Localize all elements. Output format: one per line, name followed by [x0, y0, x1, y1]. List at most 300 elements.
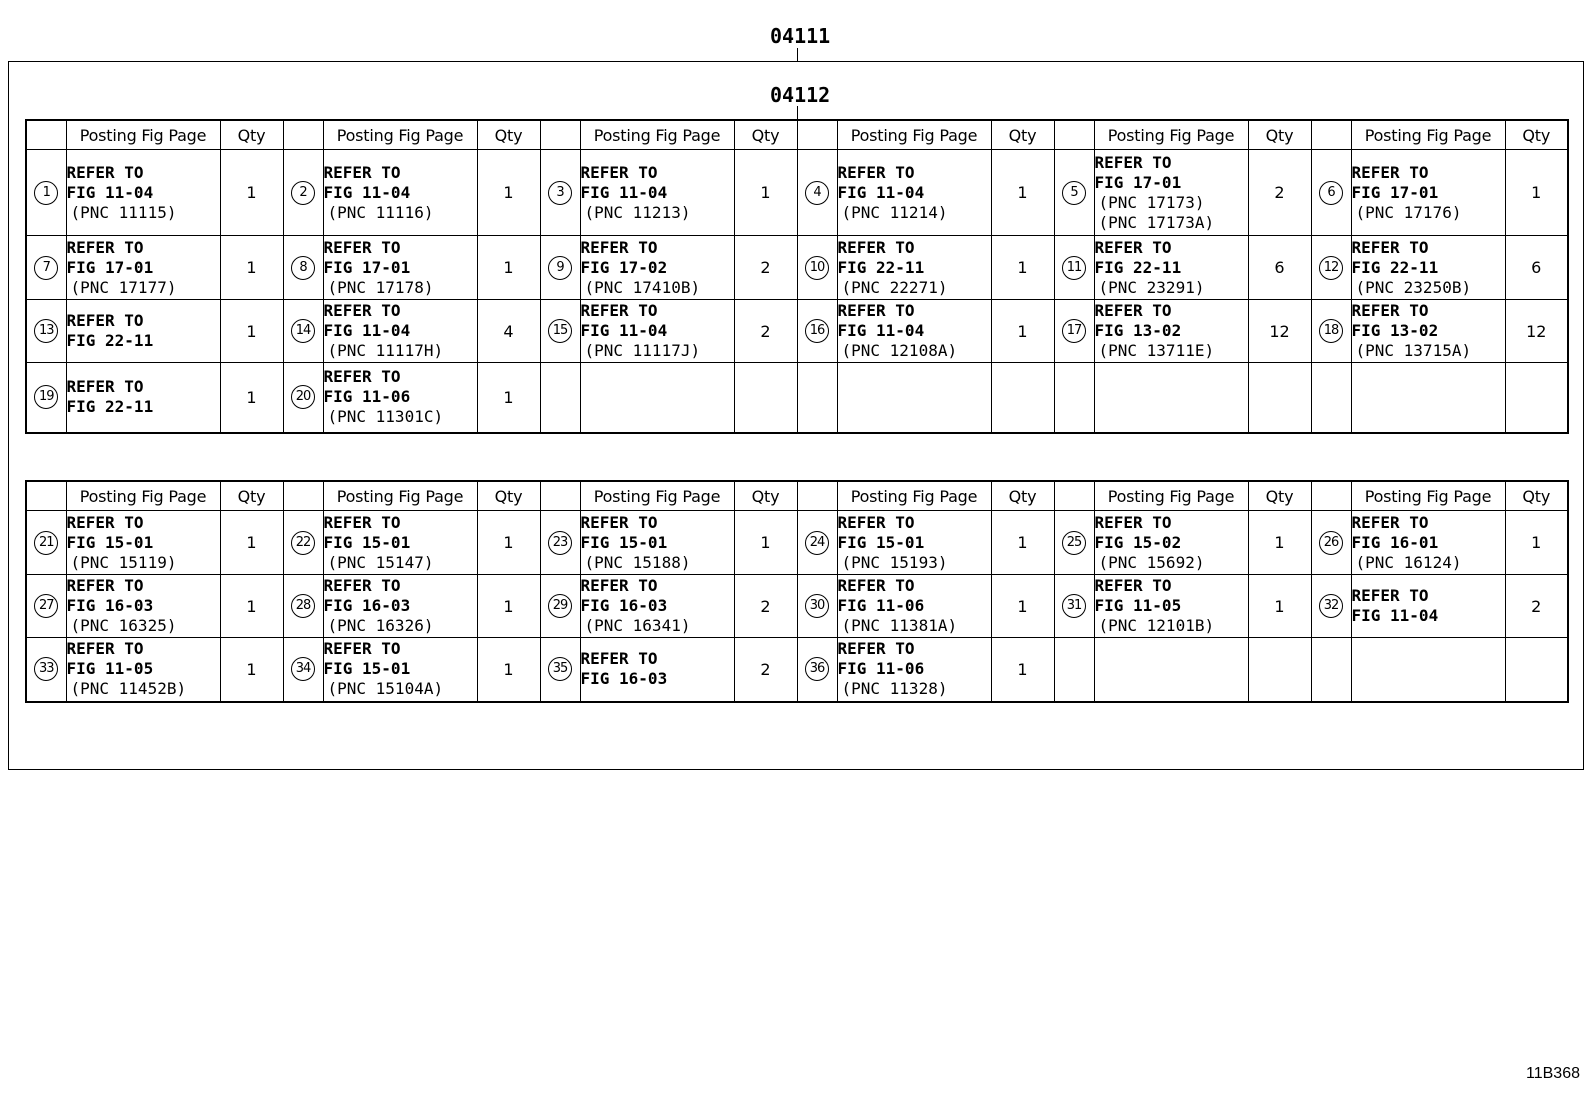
header-posting-fig-page: Posting Fig Page	[66, 481, 220, 511]
fig-reference-text: FIG 11-04	[580, 182, 668, 202]
item-number-cell	[797, 236, 837, 300]
fig-reference-text: FIG 15-01	[580, 532, 668, 552]
fig-reference-text: FIG 11-06	[323, 387, 411, 407]
callout-number: 15	[548, 319, 572, 343]
callout-number: 4	[805, 181, 829, 205]
pnc-text: (PNC 13715A)	[1355, 341, 1472, 360]
reference-cell	[323, 575, 477, 638]
fig-reference-text: FIG 15-01	[66, 532, 154, 552]
item-number-cell	[1054, 575, 1094, 638]
callout-number: 16	[805, 319, 829, 343]
pnc-text: (PNC 13711E)	[1098, 341, 1215, 360]
item-number-cell	[1311, 300, 1351, 363]
pnc-text: (PNC 17176)	[1355, 202, 1462, 222]
item-number-cell	[540, 236, 580, 300]
header-number-cell	[540, 481, 580, 511]
empty-cell	[1248, 638, 1311, 702]
refer-to-text: REFER TO	[66, 237, 144, 257]
reference-cell	[1351, 300, 1505, 363]
refer-to-text: REFER TO	[66, 512, 144, 532]
pnc-text: (PNC 17178)	[327, 277, 434, 297]
header-row	[26, 481, 1568, 511]
refer-to-text: REFER TO	[323, 237, 401, 257]
callout-number: 32	[1319, 594, 1343, 618]
fig-reference-text: FIG 16-01	[1351, 532, 1439, 552]
reference-cell	[1351, 575, 1505, 638]
item-number-cell	[797, 511, 837, 575]
refer-to-text: REFER TO	[1094, 301, 1172, 320]
refer-to-text: REFER TO	[837, 301, 915, 320]
quantity-cell: 1	[477, 638, 540, 702]
refer-to-text: REFER TO	[323, 639, 401, 659]
refer-to-text: REFER TO	[837, 639, 915, 659]
refer-to-text: REFER TO	[1094, 576, 1172, 595]
quantity-cell: 2	[1505, 575, 1568, 638]
item-number-cell	[797, 575, 837, 638]
pnc-text: (PNC 12101B)	[1098, 616, 1215, 635]
empty-cell	[1054, 638, 1094, 702]
fig-reference-text: FIG 11-04	[837, 321, 925, 340]
fig-reference-text: FIG 11-04	[66, 182, 154, 202]
callout-number: 19	[34, 385, 58, 409]
assembly-leader-line	[797, 48, 798, 61]
fig-reference-text: FIG 11-04	[323, 321, 411, 340]
fig-reference-text: FIG 15-02	[1094, 532, 1182, 552]
pnc-text: (PNC 11381A)	[841, 616, 958, 635]
table-row	[26, 575, 1568, 638]
item-number-cell	[283, 575, 323, 638]
pnc-text: (PNC 15119)	[70, 552, 177, 572]
reference-table-1	[25, 119, 1569, 434]
fig-reference-text: FIG 11-04	[323, 182, 411, 202]
empty-cell	[1094, 363, 1248, 433]
item-number-cell	[26, 150, 66, 236]
header-row	[26, 120, 1568, 150]
empty-cell	[540, 363, 580, 433]
pnc-text: (PNC 11214)	[841, 202, 948, 222]
header-posting-fig-page: Posting Fig Page	[1094, 120, 1248, 150]
pnc-text: (PNC 23291)	[1098, 277, 1205, 297]
refer-to-text: REFER TO	[580, 237, 658, 257]
refer-to-text: REFER TO	[66, 639, 144, 659]
fig-reference-text: FIG 15-01	[837, 532, 925, 552]
quantity-cell: 1	[1248, 511, 1311, 575]
reference-cell	[580, 575, 734, 638]
fig-reference-text: FIG 17-01	[323, 257, 411, 277]
header-posting-fig-page: Posting Fig Page	[837, 120, 991, 150]
item-number-cell	[1311, 575, 1351, 638]
fig-reference-text: FIG 17-02	[580, 257, 668, 277]
callout-number: 27	[34, 594, 58, 618]
callout-number: 6	[1319, 181, 1343, 205]
fig-reference-text: FIG 22-11	[66, 397, 154, 417]
callout-number: 29	[548, 594, 572, 618]
empty-cell	[1094, 638, 1248, 702]
quantity-cell: 1	[991, 300, 1054, 363]
empty-cell	[580, 363, 734, 433]
quantity-cell: 1	[220, 300, 283, 363]
empty-cell	[1311, 638, 1351, 702]
callout-number: 22	[291, 531, 315, 555]
item-number-cell	[1054, 150, 1094, 236]
header-qty: Qty	[991, 481, 1054, 511]
callout-number: 10	[805, 256, 829, 280]
header-number-cell	[1311, 120, 1351, 150]
callout-number: 9	[548, 256, 572, 280]
pnc-text: (PNC 15193)	[841, 552, 948, 572]
pnc-text: (PNC 11115)	[70, 202, 177, 222]
pnc-text: (PNC 15188)	[584, 552, 691, 572]
header-posting-fig-page: Posting Fig Page	[1351, 120, 1505, 150]
quantity-cell: 1	[477, 150, 540, 236]
fig-reference-text: FIG 15-01	[323, 532, 411, 552]
header-posting-fig-page: Posting Fig Page	[1094, 481, 1248, 511]
reference-cell	[837, 300, 991, 363]
pnc-text: (PNC 15104A)	[327, 679, 444, 699]
callout-number: 12	[1319, 256, 1343, 280]
item-number-cell	[283, 150, 323, 236]
callout-number: 21	[34, 531, 58, 555]
header-qty: Qty	[734, 481, 797, 511]
callout-number: 26	[1319, 531, 1343, 555]
reference-cell	[1094, 511, 1248, 575]
callout-number: 30	[805, 594, 829, 618]
refer-to-text: REFER TO	[837, 237, 915, 257]
pnc-text: (PNC 11301C)	[327, 407, 444, 427]
item-number-cell	[283, 236, 323, 300]
reference-cell	[1351, 236, 1505, 300]
callout-number: 24	[805, 531, 829, 555]
callout-number: 13	[34, 319, 58, 343]
refer-to-text: REFER TO	[1351, 586, 1429, 605]
header-number-cell	[283, 120, 323, 150]
item-number-cell	[26, 363, 66, 433]
refer-to-text: REFER TO	[1094, 512, 1172, 532]
reference-cell	[1094, 300, 1248, 363]
reference-cell	[580, 236, 734, 300]
refer-to-text: REFER TO	[1351, 237, 1429, 257]
header-number-cell	[1054, 481, 1094, 511]
refer-to-text: REFER TO	[66, 311, 144, 330]
pnc-text: (PNC 11117J)	[584, 341, 701, 360]
item-number-cell	[26, 300, 66, 363]
quantity-cell: 1	[220, 236, 283, 300]
reference-cell	[580, 638, 734, 702]
item-number-cell	[1054, 300, 1094, 363]
reference-cell	[323, 638, 477, 702]
header-posting-fig-page: Posting Fig Page	[323, 120, 477, 150]
item-number-cell	[540, 575, 580, 638]
refer-to-text: REFER TO	[1351, 512, 1429, 532]
reference-table-2	[25, 480, 1569, 703]
refer-to-text: REFER TO	[66, 576, 144, 595]
reference-cell	[66, 511, 220, 575]
quantity-cell: 2	[734, 638, 797, 702]
item-number-cell	[1054, 511, 1094, 575]
callout-number: 36	[805, 657, 829, 681]
quantity-cell: 1	[991, 511, 1054, 575]
refer-to-text: REFER TO	[323, 301, 401, 320]
header-number-cell	[26, 120, 66, 150]
fig-reference-text: FIG 22-11	[66, 331, 154, 350]
fig-reference-text: FIG 11-05	[1094, 596, 1182, 615]
callout-number: 5	[1062, 181, 1086, 205]
header-number-cell	[1311, 481, 1351, 511]
quantity-cell: 1	[991, 575, 1054, 638]
item-number-cell	[26, 575, 66, 638]
quantity-cell: 1	[991, 236, 1054, 300]
reference-cell	[66, 575, 220, 638]
empty-cell	[734, 363, 797, 433]
callout-number: 33	[34, 657, 58, 681]
reference-cell	[66, 363, 220, 433]
header-posting-fig-page: Posting Fig Page	[1351, 481, 1505, 511]
reference-cell	[837, 150, 991, 236]
item-number-cell	[540, 150, 580, 236]
table-row	[26, 236, 1568, 300]
header-number-cell	[283, 481, 323, 511]
reference-cell	[580, 511, 734, 575]
item-number-cell	[1054, 236, 1094, 300]
header-number-cell	[797, 481, 837, 511]
callout-number: 3	[548, 181, 572, 205]
callout-number: 8	[291, 256, 315, 280]
empty-cell	[991, 363, 1054, 433]
fig-reference-text: FIG 22-11	[1351, 257, 1439, 277]
callout-number: 23	[548, 531, 572, 555]
pnc-text: (PNC 16325)	[70, 616, 177, 635]
quantity-cell: 1	[220, 150, 283, 236]
header-posting-fig-page: Posting Fig Page	[66, 120, 220, 150]
header-number-cell	[797, 120, 837, 150]
figure-code: 11B368	[1526, 1065, 1580, 1082]
fig-reference-text: FIG 16-03	[580, 596, 668, 615]
refer-to-text: REFER TO	[580, 162, 658, 182]
callout-number: 25	[1062, 531, 1086, 555]
callout-number: 31	[1062, 594, 1086, 618]
quantity-cell: 1	[991, 150, 1054, 236]
fig-reference-text: FIG 16-03	[66, 596, 154, 615]
refer-to-text: REFER TO	[323, 576, 401, 595]
quantity-cell: 12	[1248, 300, 1311, 363]
item-number-cell	[797, 150, 837, 236]
callout-number: 35	[548, 657, 572, 681]
refer-to-text: REFER TO	[580, 576, 658, 595]
refer-to-text: REFER TO	[66, 377, 144, 397]
item-number-cell	[26, 511, 66, 575]
quantity-cell: 12	[1505, 300, 1568, 363]
fig-reference-text: FIG 11-06	[837, 659, 925, 679]
refer-to-text: REFER TO	[580, 649, 658, 669]
refer-to-text: REFER TO	[1094, 237, 1172, 257]
header-posting-fig-page: Posting Fig Page	[323, 481, 477, 511]
pnc-text: (PNC 16124)	[1355, 552, 1462, 572]
fig-reference-text: FIG 16-03	[323, 596, 411, 615]
reference-cell	[1351, 150, 1505, 236]
quantity-cell: 1	[220, 511, 283, 575]
pnc-text: (PNC 17173)	[1098, 192, 1205, 212]
quantity-cell: 1	[1505, 150, 1568, 236]
fig-reference-text: FIG 11-04	[1351, 606, 1439, 625]
refer-to-text: REFER TO	[323, 512, 401, 532]
table-row	[26, 363, 1568, 433]
quantity-cell: 1	[477, 236, 540, 300]
item-number-cell	[1311, 150, 1351, 236]
pnc-text: (PNC 15692)	[1098, 552, 1205, 572]
pnc-text: (PNC 11117H)	[327, 341, 444, 360]
quantity-cell: 4	[477, 300, 540, 363]
reference-cell	[1351, 511, 1505, 575]
fig-reference-text: FIG 22-11	[837, 257, 925, 277]
refer-to-text: REFER TO	[323, 367, 401, 387]
empty-cell	[1505, 363, 1568, 433]
item-number-cell	[540, 300, 580, 363]
item-number-cell	[797, 638, 837, 702]
reference-cell	[323, 363, 477, 433]
fig-reference-text: FIG 11-05	[66, 659, 154, 679]
fig-reference-text: FIG 17-01	[1094, 172, 1182, 192]
reference-cell	[580, 300, 734, 363]
header-qty: Qty	[991, 120, 1054, 150]
reference-cell	[66, 638, 220, 702]
empty-cell	[1054, 363, 1094, 433]
reference-cell	[66, 150, 220, 236]
item-number-cell	[283, 511, 323, 575]
callout-number: 2	[291, 181, 315, 205]
item-number-cell	[26, 638, 66, 702]
quantity-cell: 6	[1505, 236, 1568, 300]
quantity-cell: 1	[1505, 511, 1568, 575]
reference-cell	[837, 575, 991, 638]
pnc-text: (PNC 16341)	[584, 616, 691, 635]
table-row	[26, 511, 1568, 575]
header-qty: Qty	[220, 481, 283, 511]
quantity-cell: 6	[1248, 236, 1311, 300]
pnc-text: (PNC 15147)	[327, 552, 434, 572]
pnc-text: (PNC 23250B)	[1355, 277, 1472, 297]
reference-cell	[323, 300, 477, 363]
quantity-cell: 2	[734, 300, 797, 363]
header-qty: Qty	[1505, 481, 1568, 511]
pnc-text: (PNC 17173A)	[1098, 212, 1215, 232]
reference-cell	[66, 236, 220, 300]
refer-to-text: REFER TO	[1351, 301, 1429, 320]
item-number-cell	[1311, 236, 1351, 300]
fig-reference-text: FIG 16-03	[580, 669, 668, 689]
reference-cell	[837, 638, 991, 702]
header-qty: Qty	[220, 120, 283, 150]
header-qty: Qty	[477, 120, 540, 150]
quantity-cell: 2	[734, 575, 797, 638]
empty-cell	[837, 363, 991, 433]
header-number-cell	[26, 481, 66, 511]
fig-reference-text: FIG 11-04	[580, 321, 668, 340]
fig-reference-text: FIG 15-01	[323, 659, 411, 679]
refer-to-text: REFER TO	[580, 301, 658, 320]
assembly-label: 04111	[770, 24, 831, 48]
quantity-cell: 1	[734, 511, 797, 575]
pnc-text: (PNC 11213)	[584, 202, 691, 222]
empty-cell	[1248, 363, 1311, 433]
item-number-cell	[283, 638, 323, 702]
header-number-cell	[1054, 120, 1094, 150]
reference-cell	[837, 236, 991, 300]
fig-reference-text: FIG 11-06	[837, 596, 925, 615]
reference-cell	[837, 511, 991, 575]
pnc-text: (PNC 12108A)	[841, 341, 958, 360]
reference-cell	[66, 300, 220, 363]
item-number-cell	[283, 363, 323, 433]
reference-cell	[580, 150, 734, 236]
table-row	[26, 638, 1568, 702]
quantity-cell: 1	[477, 575, 540, 638]
refer-to-text: REFER TO	[837, 512, 915, 532]
quantity-cell: 1	[220, 363, 283, 433]
item-number-cell	[540, 638, 580, 702]
table-row	[26, 300, 1568, 363]
empty-cell	[1351, 363, 1505, 433]
callout-number: 14	[291, 319, 315, 343]
reference-cell	[323, 236, 477, 300]
quantity-cell: 1	[477, 363, 540, 433]
quantity-cell: 1	[220, 575, 283, 638]
reference-cell	[323, 511, 477, 575]
header-posting-fig-page: Posting Fig Page	[580, 481, 734, 511]
empty-cell	[1505, 638, 1568, 702]
pnc-text: (PNC 11116)	[327, 202, 434, 222]
item-number-cell	[26, 236, 66, 300]
refer-to-text: REFER TO	[1351, 162, 1429, 182]
fig-reference-text: FIG 11-04	[837, 182, 925, 202]
callout-number: 20	[291, 385, 315, 409]
reference-cell	[1094, 236, 1248, 300]
reference-cell	[1094, 150, 1248, 236]
quantity-cell: 1	[991, 638, 1054, 702]
quantity-cell: 1	[1248, 575, 1311, 638]
fig-reference-text: FIG 13-02	[1351, 321, 1439, 340]
table-row	[26, 150, 1568, 236]
quantity-cell: 2	[734, 236, 797, 300]
refer-to-text: REFER TO	[323, 162, 401, 182]
header-qty: Qty	[477, 481, 540, 511]
empty-cell	[797, 363, 837, 433]
callout-number: 34	[291, 657, 315, 681]
quantity-cell: 1	[734, 150, 797, 236]
callout-number: 28	[291, 594, 315, 618]
header-posting-fig-page: Posting Fig Page	[580, 120, 734, 150]
pnc-text: (PNC 17177)	[70, 277, 177, 297]
fig-reference-text: FIG 13-02	[1094, 321, 1182, 340]
item-number-cell	[283, 300, 323, 363]
quantity-cell: 1	[220, 638, 283, 702]
subassembly-leader-line	[797, 106, 798, 120]
pnc-text: (PNC 22271)	[841, 277, 948, 297]
reference-cell	[323, 150, 477, 236]
fig-reference-text: FIG 17-01	[66, 257, 154, 277]
callout-number: 1	[34, 181, 58, 205]
fig-reference-text: FIG 17-01	[1351, 182, 1439, 202]
header-qty: Qty	[1248, 120, 1311, 150]
header-qty: Qty	[1505, 120, 1568, 150]
header-number-cell	[540, 120, 580, 150]
item-number-cell	[540, 511, 580, 575]
empty-cell	[1351, 638, 1505, 702]
pnc-text: (PNC 11452B)	[70, 679, 187, 699]
quantity-cell: 2	[1248, 150, 1311, 236]
refer-to-text: REFER TO	[580, 512, 658, 532]
pnc-text: (PNC 16326)	[327, 616, 434, 635]
subassembly-label: 04112	[770, 83, 831, 107]
